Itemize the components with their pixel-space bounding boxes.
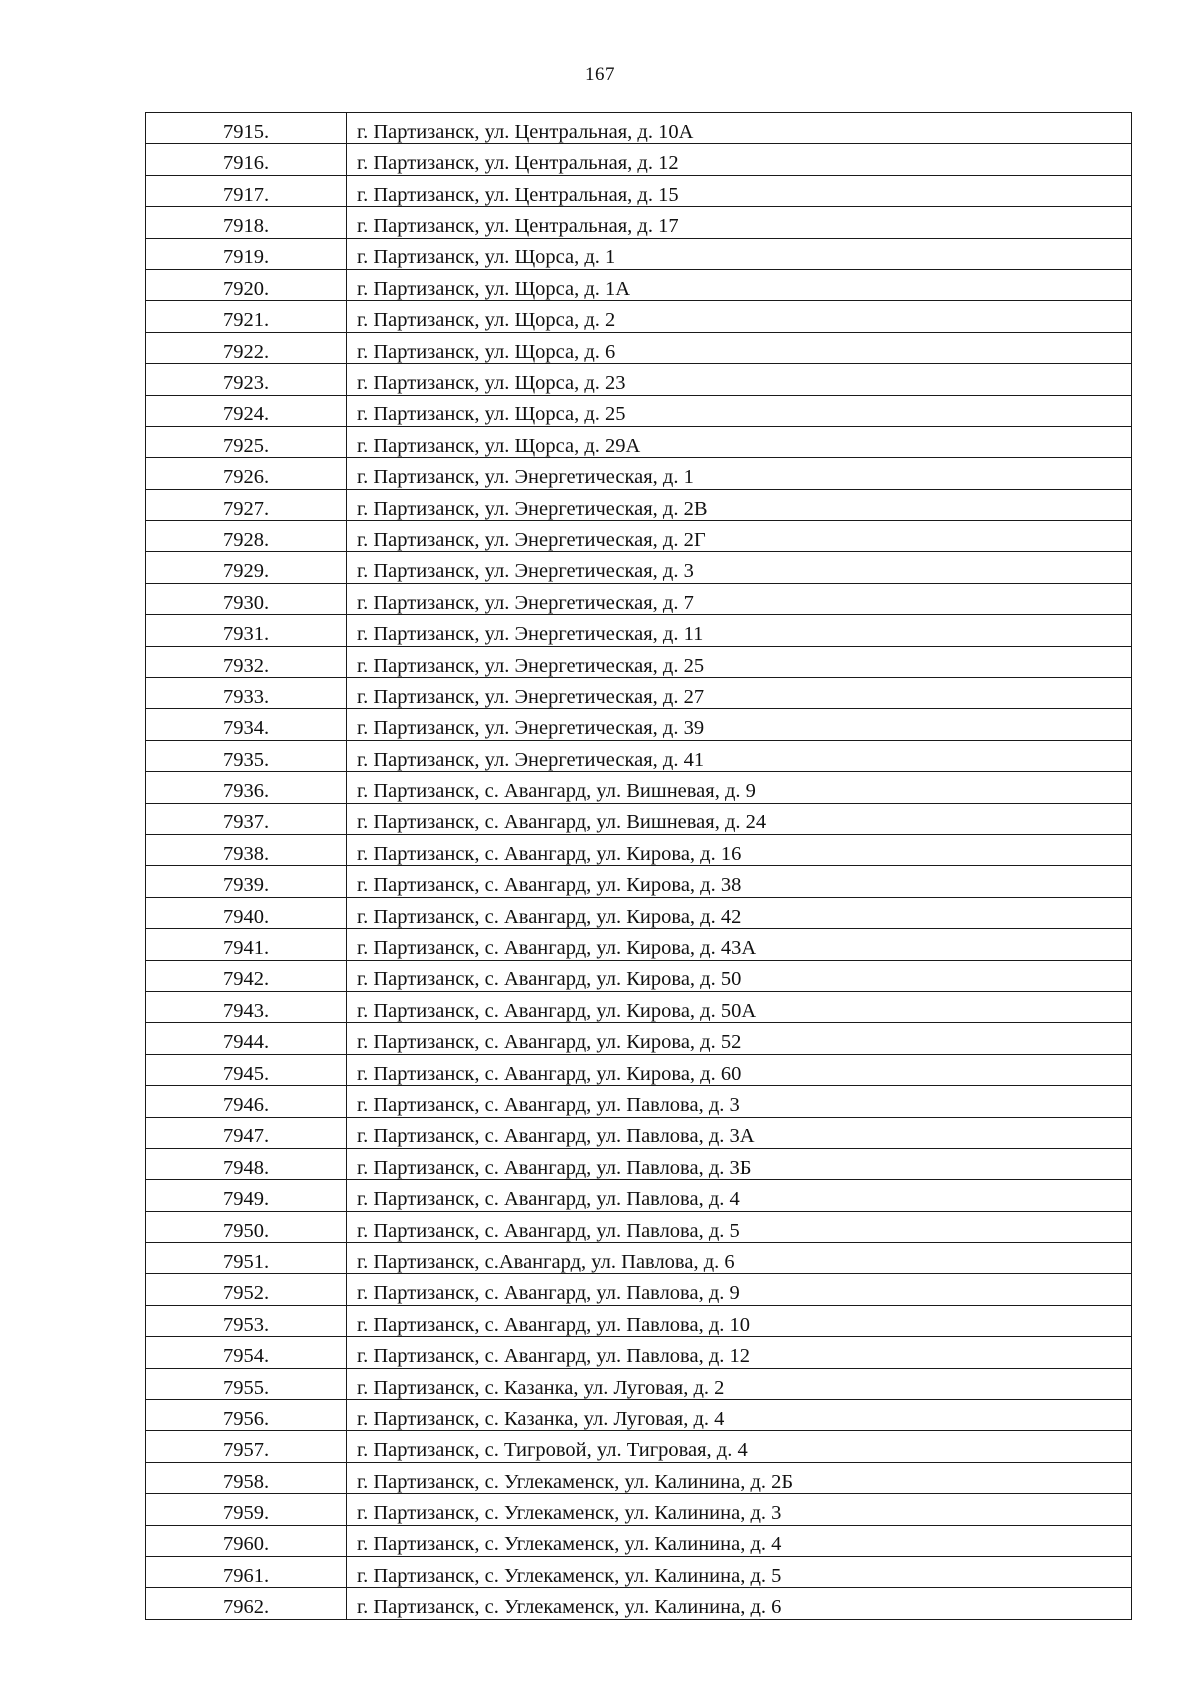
address-cell: г. Партизанск, с. Авангард, ул. Кирова, д. 60 [347, 1054, 1132, 1085]
address-cell: г. Партизанск, с. Авангард, ул. Вишневая, д. 9 [347, 772, 1132, 803]
address-cell: г. Партизанск, ул. Центральная, д. 10А [347, 113, 1132, 144]
address-cell: г. Партизанск, с. Углекаменск, ул. Калинина, д. 5 [347, 1556, 1132, 1587]
table-row [146, 1368, 1132, 1399]
table-row [146, 1180, 1132, 1211]
table-row [146, 175, 1132, 206]
address-cell: г. Партизанск, с. Авангард, ул. Павлова, д. 5 [347, 1211, 1132, 1242]
row-number-cell: 7936. [146, 772, 347, 803]
address-cell: г. Партизанск, с. Углекаменск, ул. Калинина, д. 6 [347, 1588, 1132, 1619]
table-row [146, 991, 1132, 1022]
table-row [146, 834, 1132, 865]
table-row [146, 144, 1132, 175]
address-cell: г. Партизанск, с. Авангард, ул. Павлова, д. 3Б [347, 1148, 1132, 1179]
row-number-cell: 7955. [146, 1368, 347, 1399]
row-number-cell: 7960. [146, 1525, 347, 1556]
address-cell: г. Партизанск, ул. Щорса, д. 2 [347, 301, 1132, 332]
row-number-cell: 7916. [146, 144, 347, 175]
row-number-cell: 7939. [146, 866, 347, 897]
address-cell: г. Партизанск, с. Авангард, ул. Кирова, д. 50 [347, 960, 1132, 991]
table-row [146, 678, 1132, 709]
address-cell: г. Партизанск, с. Авангард, ул. Кирова, д. 42 [347, 897, 1132, 928]
address-cell: г. Партизанск, ул. Энергетическая, д. 1 [347, 458, 1132, 489]
table-row [146, 1588, 1132, 1619]
row-number-cell: 7928. [146, 521, 347, 552]
row-number-cell: 7961. [146, 1556, 347, 1587]
address-cell: г. Партизанск, ул. Энергетическая, д. 3 [347, 552, 1132, 583]
row-number-cell: 7948. [146, 1148, 347, 1179]
address-cell: г. Партизанск, ул. Щорса, д. 1А [347, 269, 1132, 300]
table-row [146, 1305, 1132, 1336]
address-table [145, 112, 1132, 1620]
row-number-cell: 7919. [146, 238, 347, 269]
address-cell: г. Партизанск, с.Авангард, ул. Павлова, д. 6 [347, 1243, 1132, 1274]
row-number-cell: 7938. [146, 834, 347, 865]
table-row [146, 740, 1132, 771]
address-cell: г. Партизанск, с. Углекаменск, ул. Калинина, д. 2Б [347, 1462, 1132, 1493]
table-row [146, 1023, 1132, 1054]
table-row [146, 646, 1132, 677]
table-row [146, 897, 1132, 928]
table-row [146, 269, 1132, 300]
table-row [146, 1117, 1132, 1148]
row-number-cell: 7947. [146, 1117, 347, 1148]
table-row [146, 395, 1132, 426]
row-number-cell: 7950. [146, 1211, 347, 1242]
table-row [146, 1400, 1132, 1431]
address-cell: г. Партизанск, с. Авангард, ул. Кирова, д. 50А [347, 991, 1132, 1022]
row-number-cell: 7925. [146, 426, 347, 457]
row-number-cell: 7915. [146, 113, 347, 144]
table-row [146, 1274, 1132, 1305]
table-row [146, 552, 1132, 583]
table-row [146, 803, 1132, 834]
row-number-cell: 7937. [146, 803, 347, 834]
address-cell: г. Партизанск, ул. Энергетическая, д. 39 [347, 709, 1132, 740]
table-row [146, 1431, 1132, 1462]
row-number-cell: 7959. [146, 1494, 347, 1525]
row-number-cell: 7942. [146, 960, 347, 991]
table-row [146, 1054, 1132, 1085]
row-number-cell: 7956. [146, 1400, 347, 1431]
address-cell: г. Партизанск, ул. Энергетическая, д. 41 [347, 740, 1132, 771]
row-number-cell: 7958. [146, 1462, 347, 1493]
table-row [146, 1337, 1132, 1368]
row-number-cell: 7918. [146, 207, 347, 238]
address-cell: г. Партизанск, ул. Энергетическая, д. 2Г [347, 521, 1132, 552]
table-row [146, 615, 1132, 646]
row-number-cell: 7924. [146, 395, 347, 426]
address-cell: г. Партизанск, ул. Энергетическая, д. 2В [347, 489, 1132, 520]
address-cell: г. Партизанск, ул. Щорса, д. 25 [347, 395, 1132, 426]
address-cell: г. Партизанск, с. Казанка, ул. Луговая, д. 4 [347, 1400, 1132, 1431]
address-cell: г. Партизанск, с. Тигровой, ул. Тигровая, д. 4 [347, 1431, 1132, 1462]
address-cell: г. Партизанск, с. Авангард, ул. Павлова, д. 3 [347, 1086, 1132, 1117]
row-number-cell: 7952. [146, 1274, 347, 1305]
row-number-cell: 7951. [146, 1243, 347, 1274]
row-number-cell: 7921. [146, 301, 347, 332]
row-number-cell: 7949. [146, 1180, 347, 1211]
address-cell: г. Партизанск, с. Углекаменск, ул. Калинина, д. 3 [347, 1494, 1132, 1525]
address-cell: г. Партизанск, ул. Центральная, д. 15 [347, 175, 1132, 206]
table-row [146, 426, 1132, 457]
address-cell: г. Партизанск, с. Авангард, ул. Павлова, д. 10 [347, 1305, 1132, 1336]
table-row [146, 301, 1132, 332]
table-row [146, 866, 1132, 897]
row-number-cell: 7932. [146, 646, 347, 677]
address-cell: г. Партизанск, с. Углекаменск, ул. Калинина, д. 4 [347, 1525, 1132, 1556]
row-number-cell: 7929. [146, 552, 347, 583]
row-number-cell: 7946. [146, 1086, 347, 1117]
row-number-cell: 7927. [146, 489, 347, 520]
row-number-cell: 7933. [146, 678, 347, 709]
address-cell: г. Партизанск, с. Авангард, ул. Кирова, д. 38 [347, 866, 1132, 897]
address-cell: г. Партизанск, ул. Центральная, д. 17 [347, 207, 1132, 238]
row-number-cell: 7930. [146, 583, 347, 614]
address-cell: г. Партизанск, ул. Щорса, д. 1 [347, 238, 1132, 269]
table-row [146, 207, 1132, 238]
table-row [146, 1525, 1132, 1556]
table-row [146, 1211, 1132, 1242]
address-cell: г. Партизанск, с. Авангард, ул. Павлова, д. 9 [347, 1274, 1132, 1305]
address-table-body [146, 113, 1132, 1620]
address-cell: г. Партизанск, ул. Щорса, д. 23 [347, 364, 1132, 395]
table-row [146, 772, 1132, 803]
row-number-cell: 7962. [146, 1588, 347, 1619]
table-row [146, 458, 1132, 489]
table-row [146, 238, 1132, 269]
table-row [146, 489, 1132, 520]
row-number-cell: 7934. [146, 709, 347, 740]
address-cell: г. Партизанск, с. Казанка, ул. Луговая, д. 2 [347, 1368, 1132, 1399]
address-cell: г. Партизанск, ул. Энергетическая, д. 7 [347, 583, 1132, 614]
address-cell: г. Партизанск, с. Авангард, ул. Павлова, д. 4 [347, 1180, 1132, 1211]
table-row [146, 929, 1132, 960]
row-number-cell: 7923. [146, 364, 347, 395]
page-number: 167 [585, 64, 615, 85]
table-row [146, 1462, 1132, 1493]
address-cell: г. Партизанск, с. Авангард, ул. Павлова, д. 3А [347, 1117, 1132, 1148]
table-row [146, 709, 1132, 740]
address-cell: г. Партизанск, ул. Энергетическая, д. 25 [347, 646, 1132, 677]
row-number-cell: 7957. [146, 1431, 347, 1462]
row-number-cell: 7926. [146, 458, 347, 489]
row-number-cell: 7920. [146, 269, 347, 300]
table-row [146, 960, 1132, 991]
row-number-cell: 7954. [146, 1337, 347, 1368]
table-row [146, 113, 1132, 144]
address-cell: г. Партизанск, ул. Щорса, д. 6 [347, 332, 1132, 363]
table-row [146, 332, 1132, 363]
table-row [146, 1086, 1132, 1117]
row-number-cell: 7943. [146, 991, 347, 1022]
row-number-cell: 7917. [146, 175, 347, 206]
address-cell: г. Партизанск, ул. Энергетическая, д. 11 [347, 615, 1132, 646]
row-number-cell: 7935. [146, 740, 347, 771]
row-number-cell: 7941. [146, 929, 347, 960]
address-cell: г. Партизанск, с. Авангард, ул. Кирова, д. 16 [347, 834, 1132, 865]
address-cell: г. Партизанск, с. Авангард, ул. Кирова, д. 43А [347, 929, 1132, 960]
row-number-cell: 7931. [146, 615, 347, 646]
table-row [146, 1494, 1132, 1525]
table-row [146, 1556, 1132, 1587]
row-number-cell: 7922. [146, 332, 347, 363]
row-number-cell: 7944. [146, 1023, 347, 1054]
address-cell: г. Партизанск, ул. Энергетическая, д. 27 [347, 678, 1132, 709]
table-row [146, 1243, 1132, 1274]
address-cell: г. Партизанск, с. Авангард, ул. Павлова, д. 12 [347, 1337, 1132, 1368]
row-number-cell: 7945. [146, 1054, 347, 1085]
table-row [146, 1148, 1132, 1179]
address-cell: г. Партизанск, ул. Центральная, д. 12 [347, 144, 1132, 175]
address-cell: г. Партизанск, ул. Щорса, д. 29А [347, 426, 1132, 457]
address-cell: г. Партизанск, с. Авангард, ул. Кирова, д. 52 [347, 1023, 1132, 1054]
address-cell: г. Партизанск, с. Авангард, ул. Вишневая, д. 24 [347, 803, 1132, 834]
row-number-cell: 7940. [146, 897, 347, 928]
table-row [146, 521, 1132, 552]
table-row [146, 583, 1132, 614]
row-number-cell: 7953. [146, 1305, 347, 1336]
table-row [146, 364, 1132, 395]
